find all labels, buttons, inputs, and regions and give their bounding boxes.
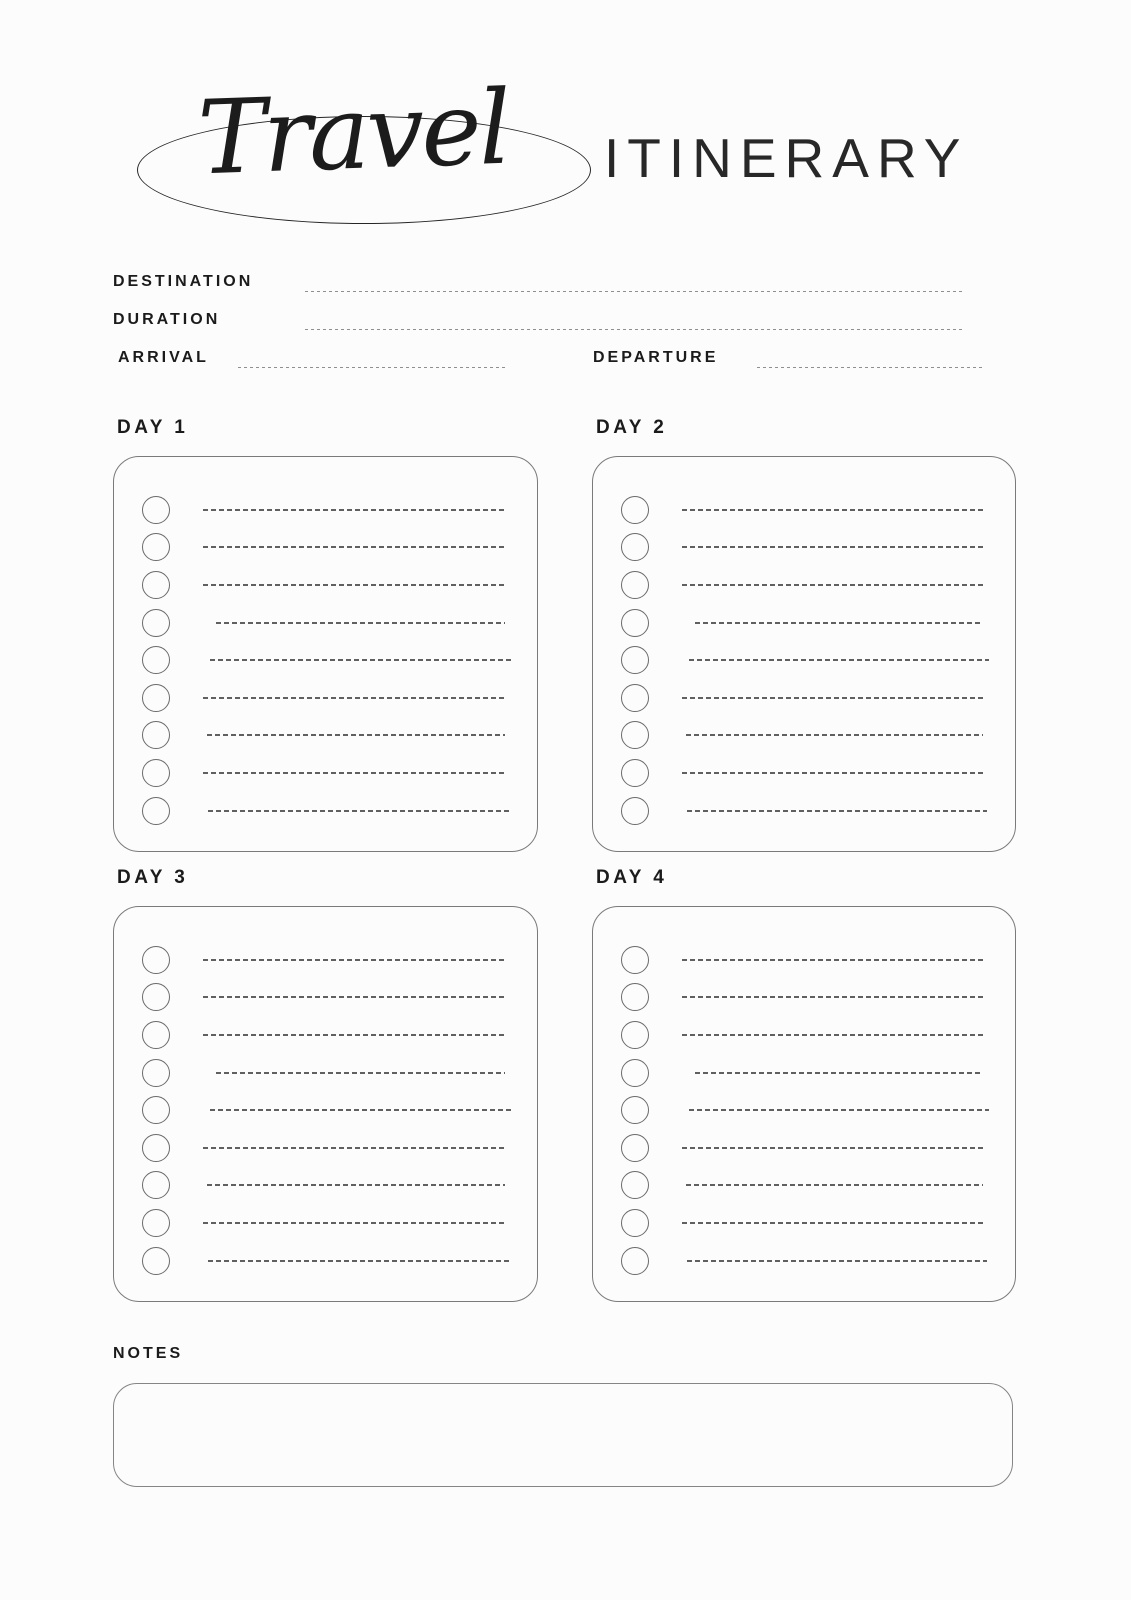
checklist-row — [593, 754, 1015, 792]
checkbox-circle[interactable] — [621, 571, 649, 599]
checklist-row — [593, 1167, 1015, 1205]
checklist-row — [593, 641, 1015, 679]
checklist-row — [593, 491, 1015, 529]
checkbox-circle[interactable] — [621, 496, 649, 524]
day-label: DAY 3 — [117, 867, 189, 888]
day-label: DAY 4 — [596, 867, 668, 888]
day-checklist-box — [113, 906, 538, 1302]
checkbox-circle[interactable] — [621, 1134, 649, 1162]
checklist-row — [593, 679, 1015, 717]
field-destination — [113, 264, 963, 292]
destination-input[interactable] — [305, 264, 963, 292]
checkbox-circle[interactable] — [621, 1059, 649, 1087]
checklist-item-input[interactable] — [210, 1089, 511, 1131]
day-section — [592, 417, 1016, 852]
checklist-row — [114, 529, 537, 567]
day-section — [113, 867, 538, 1302]
checklist-item-input[interactable] — [682, 1014, 983, 1056]
checklist-item-input[interactable] — [695, 602, 983, 644]
checkbox-circle[interactable] — [621, 533, 649, 561]
checklist-item-input[interactable] — [689, 639, 989, 681]
checkbox-circle[interactable] — [142, 1209, 170, 1237]
checkbox-circle[interactable] — [621, 1096, 649, 1124]
checklist-row — [114, 1167, 537, 1205]
checkbox-circle[interactable] — [621, 1171, 649, 1199]
day-checklist-box — [592, 456, 1016, 852]
checklist-item-input[interactable] — [203, 1014, 505, 1056]
checklist-row — [114, 679, 537, 717]
checklist-row — [593, 1242, 1015, 1280]
checklist-row — [114, 566, 537, 604]
checkbox-circle[interactable] — [142, 946, 170, 974]
day-label: DAY 1 — [117, 417, 189, 438]
checklist-row — [593, 604, 1015, 642]
checkbox-circle[interactable] — [621, 1021, 649, 1049]
checkbox-circle[interactable] — [142, 496, 170, 524]
checklist-row — [114, 1129, 537, 1167]
checkbox-circle[interactable] — [621, 646, 649, 674]
checkbox-circle[interactable] — [142, 721, 170, 749]
checkbox-circle[interactable] — [142, 1247, 170, 1275]
checkbox-circle[interactable] — [621, 946, 649, 974]
checkbox-circle[interactable] — [621, 1247, 649, 1275]
checkbox-circle[interactable] — [621, 609, 649, 637]
duration-label: DURATION — [113, 311, 221, 328]
checklist-row — [593, 1129, 1015, 1167]
checklist-item-input[interactable] — [686, 715, 983, 757]
checklist-row — [593, 1016, 1015, 1054]
notes-input[interactable] — [113, 1383, 1013, 1487]
checklist-item-input[interactable] — [687, 790, 987, 832]
checklist-item-input[interactable] — [207, 715, 505, 757]
checklist-item-input[interactable] — [203, 752, 505, 794]
checkbox-circle[interactable] — [142, 1171, 170, 1199]
departure-input[interactable] — [757, 340, 983, 368]
checkbox-circle[interactable] — [142, 609, 170, 637]
checklist-row — [114, 491, 537, 529]
checklist-item-input[interactable] — [695, 1052, 983, 1094]
checkbox-circle[interactable] — [621, 684, 649, 712]
checklist-item-input[interactable] — [682, 677, 983, 719]
checkbox-circle[interactable] — [142, 759, 170, 787]
checklist-row — [114, 1016, 537, 1054]
day-section — [113, 417, 538, 852]
checklist-item-input[interactable] — [682, 1202, 983, 1244]
departure-label: DEPARTURE — [593, 349, 719, 366]
checklist-row — [114, 941, 537, 979]
checklist-row — [114, 1054, 537, 1092]
checklist-item-input[interactable] — [682, 564, 983, 606]
checklist-row — [593, 566, 1015, 604]
day-checklist-box — [592, 906, 1016, 1302]
checkbox-circle[interactable] — [142, 1059, 170, 1087]
arrival-label: ARRIVAL — [118, 349, 209, 366]
checklist-item-input[interactable] — [687, 1240, 987, 1282]
checklist-item-input[interactable] — [216, 602, 505, 644]
checkbox-circle[interactable] — [142, 983, 170, 1011]
day-section — [592, 867, 1016, 1302]
day-label: DAY 2 — [596, 417, 668, 438]
checklist-item-input[interactable] — [686, 1165, 983, 1207]
checklist-row — [114, 604, 537, 642]
checklist-item-input[interactable] — [203, 939, 505, 981]
checkbox-circle[interactable] — [142, 1134, 170, 1162]
checkbox-circle[interactable] — [142, 684, 170, 712]
checklist-row — [593, 1091, 1015, 1129]
checklist-row — [593, 529, 1015, 567]
field-departure — [593, 340, 983, 368]
checkbox-circle[interactable] — [621, 1209, 649, 1237]
checklist-item-input[interactable] — [682, 1127, 983, 1169]
checklist-item-input[interactable] — [203, 1202, 505, 1244]
checklist-item-input[interactable] — [210, 639, 511, 681]
checklist-row — [593, 941, 1015, 979]
checklist-item-input[interactable] — [203, 564, 505, 606]
checklist-item-input[interactable] — [682, 752, 983, 794]
checklist-item-input[interactable] — [203, 1127, 505, 1169]
checkbox-circle[interactable] — [142, 797, 170, 825]
checkbox-circle[interactable] — [621, 983, 649, 1011]
day-checklist-box — [113, 456, 538, 852]
arrival-input[interactable] — [238, 340, 508, 368]
checklist-item-input[interactable] — [682, 527, 983, 569]
field-duration — [113, 302, 963, 330]
checklist-item-input[interactable] — [208, 790, 509, 832]
checklist-row — [593, 1204, 1015, 1242]
page-title: ITINERARY — [604, 127, 969, 189]
checkbox-circle[interactable] — [142, 1021, 170, 1049]
checkbox-circle[interactable] — [621, 797, 649, 825]
checklist-row — [114, 792, 537, 830]
checkbox-circle[interactable] — [621, 721, 649, 749]
notes-label: NOTES — [113, 1345, 184, 1362]
checklist-item-input[interactable] — [207, 1165, 505, 1207]
checklist-item-input[interactable] — [203, 489, 505, 531]
checklist-row — [114, 1242, 537, 1280]
checklist-row — [114, 1091, 537, 1129]
duration-input[interactable] — [305, 302, 963, 330]
checklist-row — [593, 792, 1015, 830]
checklist-item-input[interactable] — [689, 1089, 989, 1131]
checklist-item-input[interactable] — [682, 489, 983, 531]
checklist-item-input[interactable] — [208, 1240, 509, 1282]
checklist-row — [593, 717, 1015, 755]
checklist-row — [114, 717, 537, 755]
checklist-row — [593, 979, 1015, 1017]
checklist-item-input[interactable] — [203, 527, 505, 569]
checklist-row — [114, 1204, 537, 1242]
script-title: Travel — [195, 68, 511, 199]
checkbox-circle[interactable] — [142, 1096, 170, 1124]
checklist-row — [593, 1054, 1015, 1092]
checkbox-circle[interactable] — [621, 759, 649, 787]
field-arrival — [118, 340, 508, 368]
checklist-row — [114, 979, 537, 1017]
checklist-row — [114, 641, 537, 679]
checklist-item-input[interactable] — [203, 977, 505, 1019]
checkbox-circle[interactable] — [142, 646, 170, 674]
checkbox-circle[interactable] — [142, 571, 170, 599]
checklist-item-input[interactable] — [216, 1052, 505, 1094]
checklist-item-input[interactable] — [682, 939, 983, 981]
destination-label: DESTINATION — [113, 273, 254, 290]
checkbox-circle[interactable] — [142, 533, 170, 561]
checklist-row — [114, 754, 537, 792]
checklist-item-input[interactable] — [203, 677, 505, 719]
checklist-item-input[interactable] — [682, 977, 983, 1019]
